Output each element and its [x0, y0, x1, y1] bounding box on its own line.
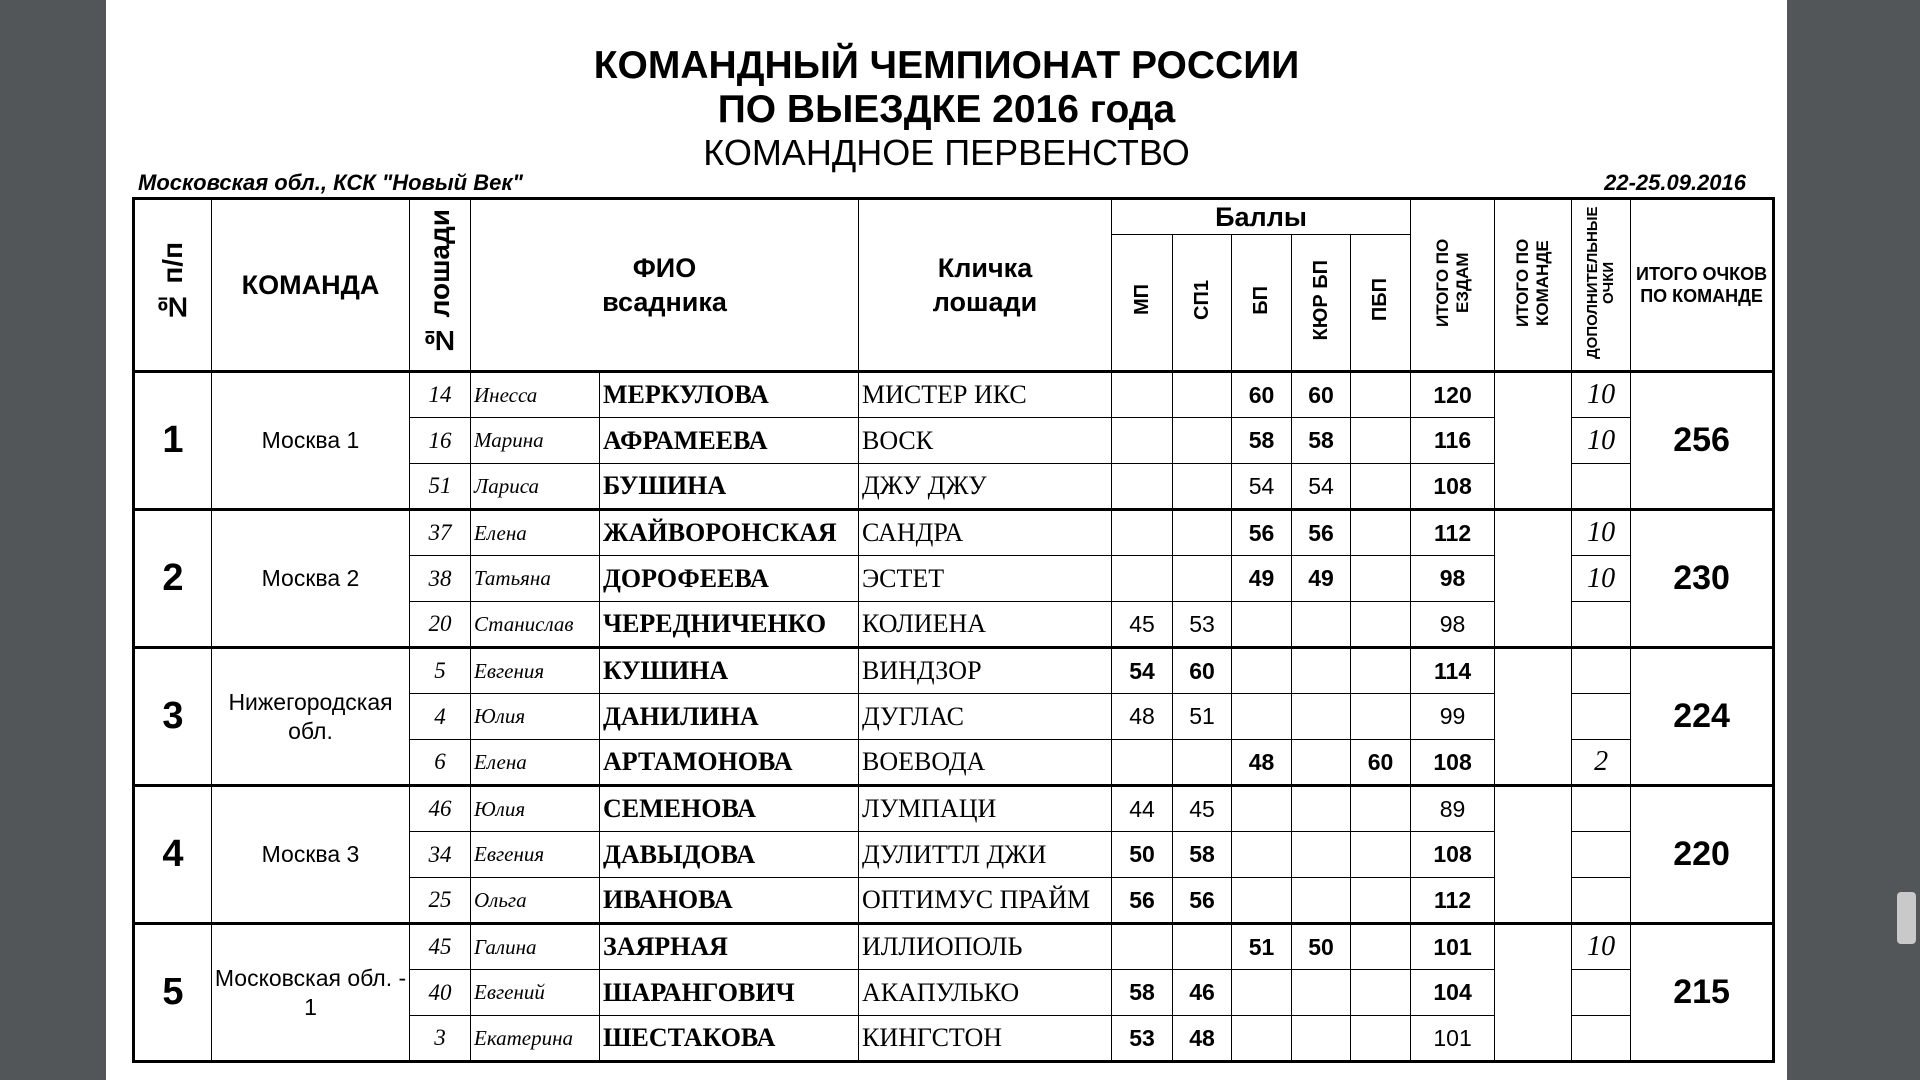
- header-rider-line2: всадника: [602, 287, 727, 317]
- team-name: Москва 1: [212, 372, 410, 510]
- rider-last-name: МЕРКУЛОВА: [600, 372, 859, 418]
- rider-last-name: ЧЕРЕДНИЧЕНКО: [600, 602, 859, 648]
- score-bp: 60: [1232, 372, 1292, 418]
- score-pbp: [1351, 510, 1411, 556]
- results-table: [132, 197, 1775, 1063]
- table-row: [134, 786, 1774, 832]
- horse-name: КИНГСТОН: [859, 1016, 1112, 1062]
- extra-points: 10: [1572, 510, 1631, 556]
- score-kur-bp: [1292, 602, 1351, 648]
- score-mp: 44: [1112, 786, 1173, 832]
- horse-number: 3: [410, 1016, 471, 1062]
- score-sp1: 48: [1173, 1016, 1232, 1062]
- table-row: [134, 648, 1774, 694]
- score-bp: [1232, 970, 1292, 1016]
- score-sp1: [1173, 740, 1232, 786]
- score-mp: [1112, 740, 1173, 786]
- score-sp1: 53: [1173, 602, 1232, 648]
- score-total-rides: 112: [1411, 878, 1495, 924]
- team-total: [1495, 510, 1572, 648]
- header-no: № п/п: [134, 199, 212, 372]
- extra-points: [1572, 786, 1631, 832]
- score-bp: [1232, 648, 1292, 694]
- extra-points: 2: [1572, 740, 1631, 786]
- score-sp1: [1173, 924, 1232, 970]
- score-bp: [1232, 602, 1292, 648]
- score-kur-bp: 60: [1292, 372, 1351, 418]
- horse-number: 14: [410, 372, 471, 418]
- horse-name: САНДРА: [859, 510, 1112, 556]
- team-total: [1495, 786, 1572, 924]
- rider-first-name: Лариса: [471, 464, 600, 510]
- rider-first-name: Евгения: [471, 648, 600, 694]
- horse-name: ВОСК: [859, 418, 1112, 464]
- score-kur-bp: [1292, 832, 1351, 878]
- rider-last-name: ДАВЫДОВА: [600, 832, 859, 878]
- header-horse-no: № лошади: [410, 199, 471, 372]
- score-mp: [1112, 924, 1173, 970]
- score-total-rides: 89: [1411, 786, 1495, 832]
- rider-last-name: БУШИНА: [600, 464, 859, 510]
- rider-last-name: АФРАМЕЕВА: [600, 418, 859, 464]
- score-sp1: 60: [1173, 648, 1232, 694]
- score-total-rides: 99: [1411, 694, 1495, 740]
- rider-last-name: ШЕСТАКОВА: [600, 1016, 859, 1062]
- score-sp1: 45: [1173, 786, 1232, 832]
- score-total-rides: 98: [1411, 556, 1495, 602]
- score-pbp: [1351, 602, 1411, 648]
- score-total-rides: 114: [1411, 648, 1495, 694]
- horse-number: 37: [410, 510, 471, 556]
- horse-number: 34: [410, 832, 471, 878]
- extra-points: [1572, 694, 1631, 740]
- header-total-rides: ИТОГО ПО ЕЗДАМ: [1411, 199, 1495, 372]
- rider-first-name: Станислав: [471, 602, 600, 648]
- score-sp1: 51: [1173, 694, 1232, 740]
- horse-number: 6: [410, 740, 471, 786]
- horse-name: КОЛИЕНА: [859, 602, 1112, 648]
- final-team-score: 256: [1631, 372, 1774, 510]
- score-pbp: [1351, 1016, 1411, 1062]
- team-name: Москва 2: [212, 510, 410, 648]
- score-kur-bp: 56: [1292, 510, 1351, 556]
- score-kur-bp: [1292, 740, 1351, 786]
- score-total-rides: 108: [1411, 464, 1495, 510]
- horse-name: ОПТИМУС ПРАЙМ: [859, 878, 1112, 924]
- table-row: [134, 372, 1774, 418]
- extra-points: [1572, 648, 1631, 694]
- rider-last-name: ИВАНОВА: [600, 878, 859, 924]
- score-bp: [1232, 786, 1292, 832]
- score-sp1: [1173, 510, 1232, 556]
- extra-points: [1572, 970, 1631, 1016]
- title-line-2: ПО ВЫЕЗДКЕ 2016 года: [717, 88, 1176, 131]
- score-pbp: [1351, 694, 1411, 740]
- horse-name: ВИНДЗОР: [859, 648, 1112, 694]
- rider-last-name: АРТАМОНОВА: [600, 740, 859, 786]
- extra-points: 10: [1572, 418, 1631, 464]
- final-team-score: 230: [1631, 510, 1774, 648]
- team-total: [1495, 372, 1572, 510]
- rider-first-name: Елена: [471, 510, 600, 556]
- rider-last-name: ДАНИЛИНА: [600, 694, 859, 740]
- header-horse: [859, 199, 1112, 372]
- score-mp: 56: [1112, 878, 1173, 924]
- header-total-team: ИТОГО ПО КОМАНДЕ: [1495, 199, 1572, 372]
- horse-name: ДЖУ ДЖУ: [859, 464, 1112, 510]
- score-kur-bp: [1292, 648, 1351, 694]
- extra-points: [1572, 1016, 1631, 1062]
- final-team-score: 215: [1631, 924, 1774, 1062]
- horse-number: 51: [410, 464, 471, 510]
- score-mp: 48: [1112, 694, 1173, 740]
- score-total-rides: 116: [1411, 418, 1495, 464]
- score-mp: 50: [1112, 832, 1173, 878]
- score-bp: [1232, 1016, 1292, 1062]
- score-pbp: [1351, 372, 1411, 418]
- score-kur-bp: 49: [1292, 556, 1351, 602]
- team-name: Москва 3: [212, 786, 410, 924]
- team-name: Нижегородская обл.: [212, 648, 410, 786]
- horse-name: ЛУМПАЦИ: [859, 786, 1112, 832]
- score-sp1: [1173, 556, 1232, 602]
- score-mp: [1112, 464, 1173, 510]
- extra-points: [1572, 832, 1631, 878]
- team-total: [1495, 648, 1572, 786]
- header-points: Баллы: [1112, 199, 1411, 235]
- score-mp: [1112, 418, 1173, 464]
- rider-first-name: Юлия: [471, 786, 600, 832]
- header-extra: ДОПОЛНИТЕЛЬНЫЕ ОЧКИ: [1572, 199, 1631, 372]
- header-final: ИТОГО ОЧКОВ ПО КОМАНДЕ: [1631, 199, 1774, 372]
- rider-first-name: Евгения: [471, 832, 600, 878]
- score-mp: 58: [1112, 970, 1173, 1016]
- rider-last-name: ЗАЯРНАЯ: [600, 924, 859, 970]
- team-rank: 1: [134, 372, 212, 510]
- horse-number: 4: [410, 694, 471, 740]
- score-sp1: 58: [1173, 832, 1232, 878]
- scrollbar-thumb[interactable]: [1897, 892, 1916, 944]
- score-total-rides: 120: [1411, 372, 1495, 418]
- team-rank: 2: [134, 510, 212, 648]
- final-team-score: 224: [1631, 648, 1774, 786]
- team-total: [1495, 924, 1572, 1062]
- rider-first-name: Юлия: [471, 694, 600, 740]
- horse-name: ИЛЛИОПОЛЬ: [859, 924, 1112, 970]
- horse-number: 45: [410, 924, 471, 970]
- score-pbp: [1351, 556, 1411, 602]
- header-pbp: ПБП: [1351, 235, 1411, 372]
- score-sp1: [1173, 372, 1232, 418]
- extra-points: [1572, 878, 1631, 924]
- score-pbp: [1351, 786, 1411, 832]
- header-bp: БП: [1232, 235, 1292, 372]
- rider-last-name: КУШИНА: [600, 648, 859, 694]
- final-team-score: 220: [1631, 786, 1774, 924]
- score-total-rides: 104: [1411, 970, 1495, 1016]
- horse-number: 46: [410, 786, 471, 832]
- rider-first-name: Марина: [471, 418, 600, 464]
- score-mp: [1112, 556, 1173, 602]
- location: Московская обл., КСК "Новый Век": [138, 170, 523, 195]
- rider-last-name: ДОРОФЕЕВА: [600, 556, 859, 602]
- horse-number: 16: [410, 418, 471, 464]
- horse-number: 20: [410, 602, 471, 648]
- score-bp: [1232, 878, 1292, 924]
- score-kur-bp: [1292, 878, 1351, 924]
- score-bp: [1232, 832, 1292, 878]
- horse-name: АКАПУЛЬКО: [859, 970, 1112, 1016]
- team-rank: 4: [134, 786, 212, 924]
- header-rider: [471, 199, 859, 372]
- rider-first-name: Татьяна: [471, 556, 600, 602]
- score-mp: 45: [1112, 602, 1173, 648]
- score-total-rides: 112: [1411, 510, 1495, 556]
- subtitle: КОМАНДНОЕ ПЕРВЕНСТВО: [703, 132, 1190, 173]
- event-date: 22-25.09.2016: [1604, 170, 1746, 195]
- rider-first-name: Ольга: [471, 878, 600, 924]
- horse-name: ДУЛИТТЛ ДЖИ: [859, 832, 1112, 878]
- rider-last-name: СЕМЕНОВА: [600, 786, 859, 832]
- score-mp: [1112, 372, 1173, 418]
- rider-first-name: Екатерина: [471, 1016, 600, 1062]
- score-kur-bp: [1292, 1016, 1351, 1062]
- score-kur-bp: [1292, 786, 1351, 832]
- extra-points: 10: [1572, 372, 1631, 418]
- header-horse-line2: лошади: [932, 287, 1038, 317]
- score-pbp: [1351, 832, 1411, 878]
- score-bp: 56: [1232, 510, 1292, 556]
- team-rank: 5: [134, 924, 212, 1062]
- horse-number: 25: [410, 878, 471, 924]
- score-kur-bp: 58: [1292, 418, 1351, 464]
- header-rider-line1: ФИО: [632, 253, 697, 283]
- score-sp1: 46: [1173, 970, 1232, 1016]
- score-total-rides: 101: [1411, 1016, 1495, 1062]
- score-bp: 58: [1232, 418, 1292, 464]
- horse-number: 5: [410, 648, 471, 694]
- score-total-rides: 108: [1411, 740, 1495, 786]
- score-kur-bp: 54: [1292, 464, 1351, 510]
- score-kur-bp: 50: [1292, 924, 1351, 970]
- score-pbp: [1351, 418, 1411, 464]
- score-total-rides: 98: [1411, 602, 1495, 648]
- score-mp: 54: [1112, 648, 1173, 694]
- extra-points: 10: [1572, 924, 1631, 970]
- pdf-page: [106, 0, 1787, 1080]
- score-bp: 49: [1232, 556, 1292, 602]
- rider-first-name: Галина: [471, 924, 600, 970]
- horse-name: ДУГЛАС: [859, 694, 1112, 740]
- score-sp1: 56: [1173, 878, 1232, 924]
- score-bp: [1232, 694, 1292, 740]
- team-name: Московская обл. - 1: [212, 924, 410, 1062]
- score-sp1: [1173, 464, 1232, 510]
- score-sp1: [1173, 418, 1232, 464]
- header-horse-line1: Кличка: [937, 253, 1033, 283]
- horse-name: ЭСТЕТ: [859, 556, 1112, 602]
- extra-points: [1572, 602, 1631, 648]
- score-pbp: 60: [1351, 740, 1411, 786]
- score-total-rides: 108: [1411, 832, 1495, 878]
- extra-points: 10: [1572, 556, 1631, 602]
- score-pbp: [1351, 648, 1411, 694]
- header-mp: МП: [1112, 235, 1173, 372]
- score-bp: 54: [1232, 464, 1292, 510]
- horse-number: 40: [410, 970, 471, 1016]
- score-bp: 48: [1232, 740, 1292, 786]
- score-pbp: [1351, 970, 1411, 1016]
- header-team: КОМАНДА: [212, 199, 410, 372]
- score-total-rides: 101: [1411, 924, 1495, 970]
- table-row: [134, 924, 1774, 970]
- score-bp: 51: [1232, 924, 1292, 970]
- title-line-1: КОМАНДНЫЙ ЧЕМПИОНАТ РОССИИ: [593, 44, 1300, 87]
- header-sp1: СП1: [1173, 235, 1232, 372]
- score-kur-bp: [1292, 694, 1351, 740]
- team-rank: 3: [134, 648, 212, 786]
- rider-first-name: Инесса: [471, 372, 600, 418]
- header-kur-bp: КЮР БП: [1292, 235, 1351, 372]
- horse-name: МИСТЕР ИКС: [859, 372, 1112, 418]
- table-row: [134, 510, 1774, 556]
- extra-points: [1572, 464, 1631, 510]
- rider-last-name: ШАРАНГОВИЧ: [600, 970, 859, 1016]
- score-pbp: [1351, 878, 1411, 924]
- score-pbp: [1351, 464, 1411, 510]
- score-mp: 53: [1112, 1016, 1173, 1062]
- horse-number: 38: [410, 556, 471, 602]
- rider-first-name: Евгений: [471, 970, 600, 1016]
- rider-last-name: ЖАЙВОРОНСКАЯ: [600, 510, 859, 556]
- score-kur-bp: [1292, 970, 1351, 1016]
- horse-name: ВОЕВОДА: [859, 740, 1112, 786]
- score-pbp: [1351, 924, 1411, 970]
- score-mp: [1112, 510, 1173, 556]
- rider-first-name: Елена: [471, 740, 600, 786]
- results-body: [134, 372, 1774, 1062]
